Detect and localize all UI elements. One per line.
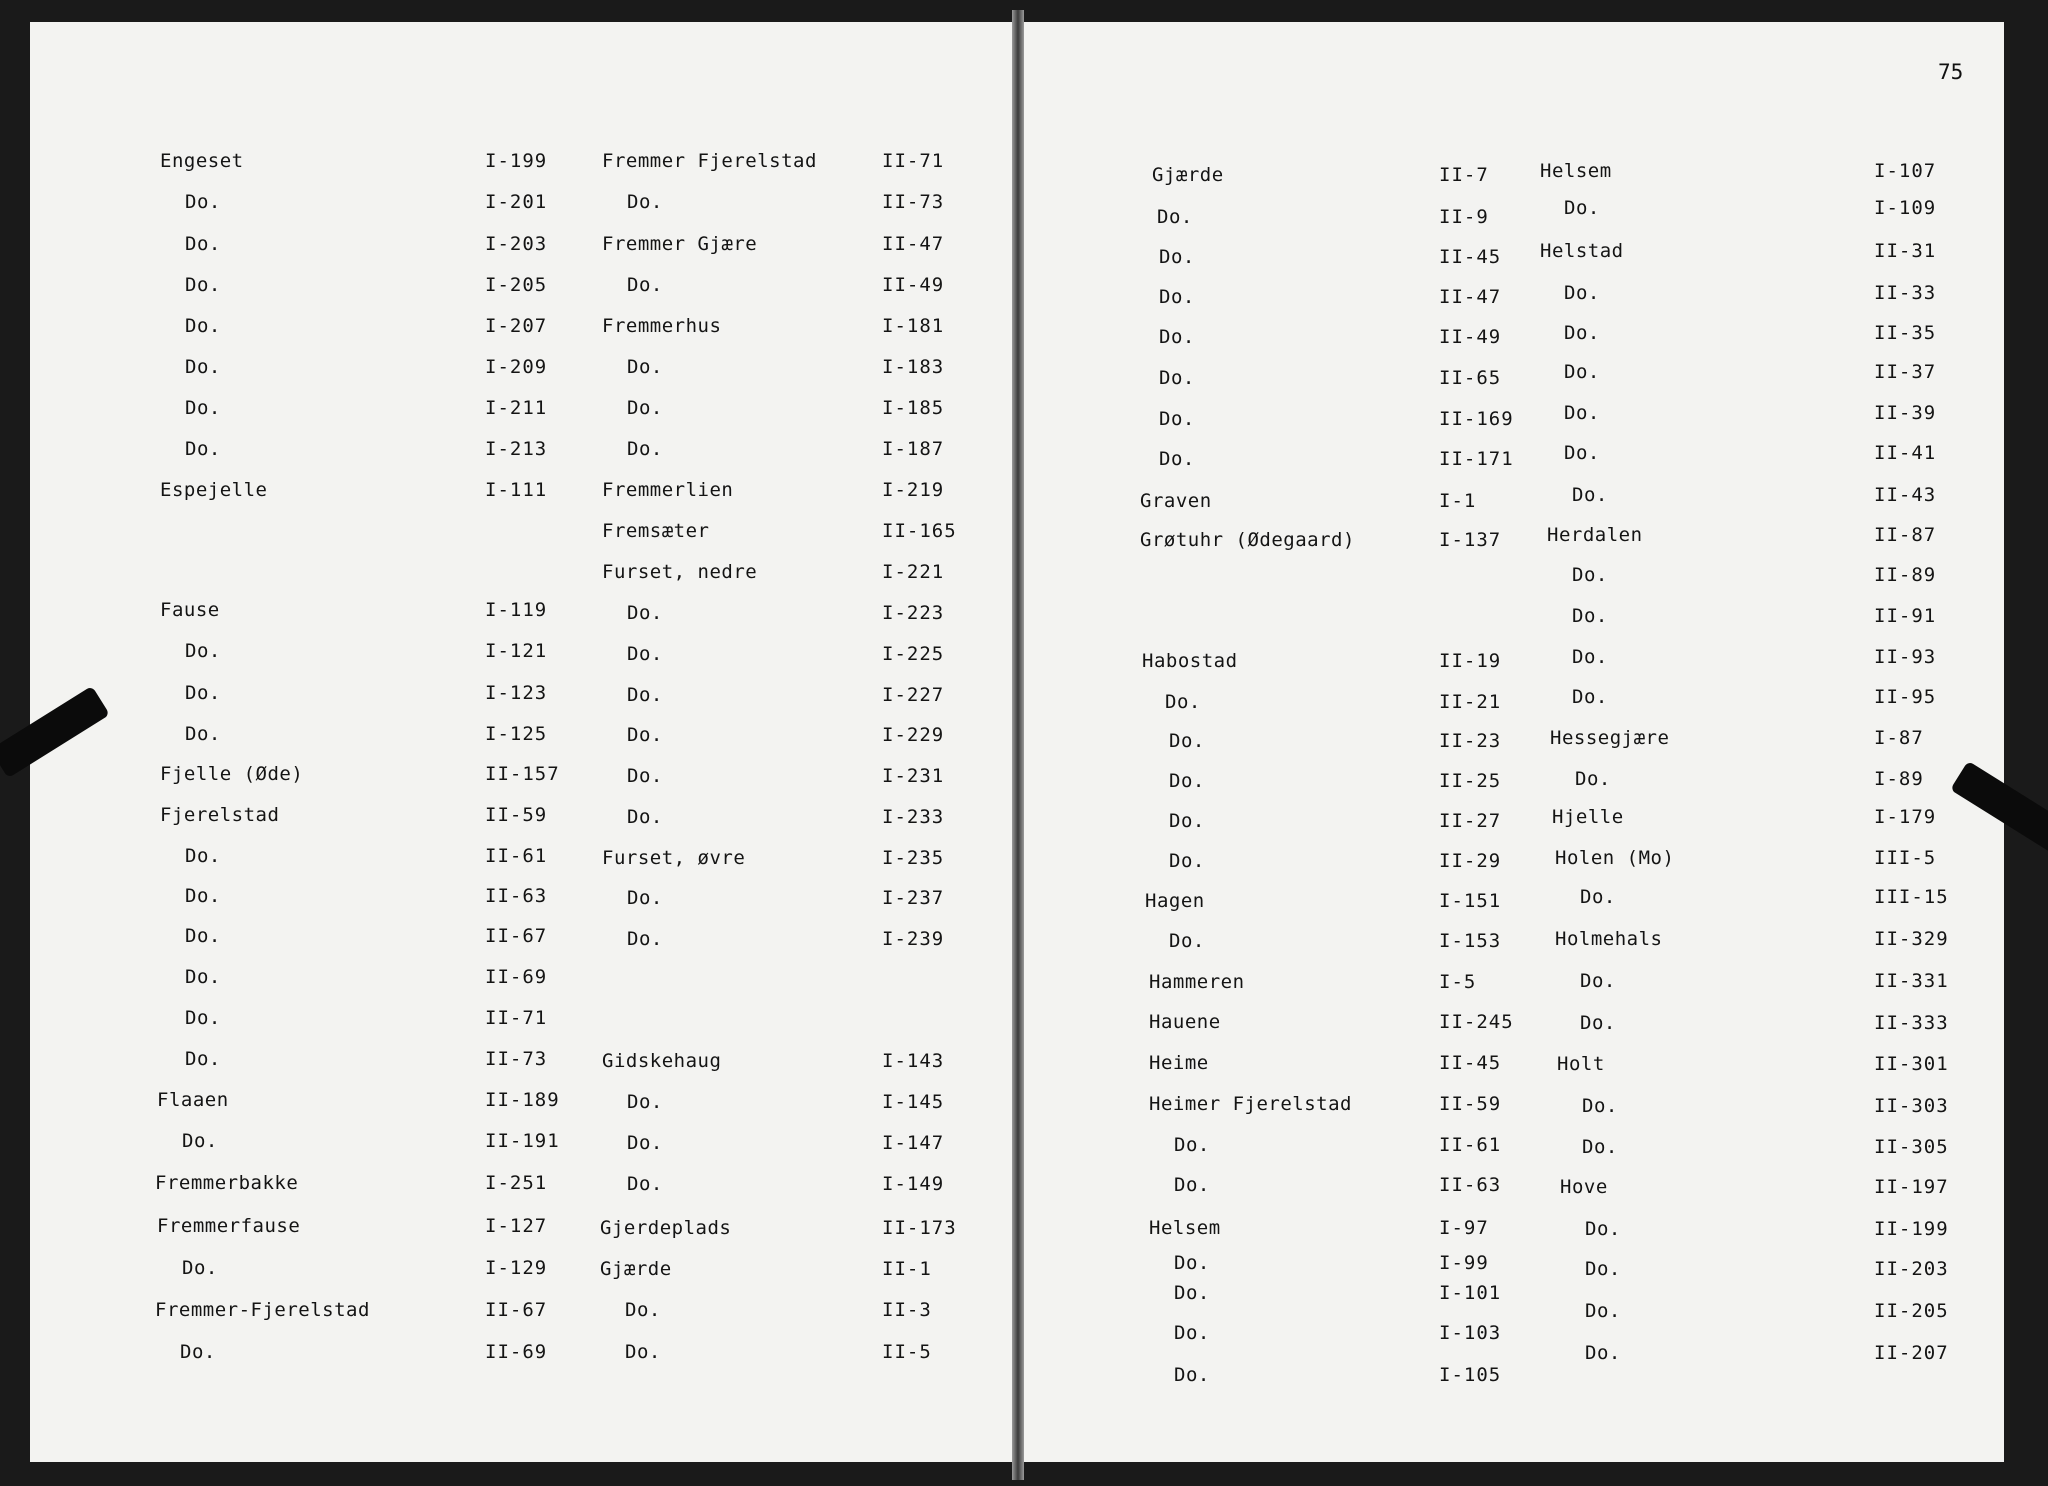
book-gutter	[1012, 10, 1024, 1480]
left-col2-ref: II-173	[882, 1217, 957, 1239]
left-col2-name: Fremsæter	[602, 520, 710, 542]
right-col2-name: Do.	[1585, 1342, 1621, 1364]
right-col2-name: Do.	[1582, 1095, 1618, 1117]
right-col1-ref: II-169	[1439, 408, 1514, 430]
right-col2-name: Hjelle	[1552, 806, 1624, 828]
left-col1-name: Do.	[185, 315, 221, 337]
right-col1-ref: II-29	[1439, 850, 1502, 872]
left-col1-name: Espejelle	[160, 479, 268, 501]
left-col1-name: Do.	[185, 966, 221, 988]
left-col2-name: Gjerdeplads	[600, 1217, 732, 1239]
left-col2-name: Fremmer Fjerelstad	[602, 150, 817, 172]
right-col1-name: Hammeren	[1149, 971, 1245, 993]
right-col1-ref: I-99	[1439, 1252, 1489, 1274]
right-col1-name: Helsem	[1149, 1217, 1221, 1239]
left-col1-ref: I-209	[485, 356, 548, 378]
right-col1-name: Do.	[1159, 408, 1195, 430]
right-col1-name: Graven	[1140, 490, 1212, 512]
left-col2-name: Do.	[625, 1341, 661, 1363]
left-col2-name: Do.	[627, 602, 663, 624]
left-col1-ref: II-61	[485, 845, 548, 867]
right-col1-ref: I-105	[1439, 1364, 1502, 1386]
right-col1-name: Do.	[1159, 448, 1195, 470]
right-col1-name: Do.	[1174, 1174, 1210, 1196]
right-col2-name: Do.	[1575, 768, 1611, 790]
left-col2-name: Fremmer Gjære	[602, 233, 758, 255]
left-page	[30, 22, 1018, 1462]
left-col1-ref: I-207	[485, 315, 548, 337]
left-col2-ref: I-237	[882, 887, 945, 909]
right-col1-ref: I-137	[1439, 529, 1502, 551]
right-col2-name: Do.	[1582, 1136, 1618, 1158]
left-col1-ref: I-201	[485, 191, 548, 213]
left-col2-ref: I-219	[882, 479, 945, 501]
right-col1-ref: II-45	[1439, 246, 1502, 268]
right-col2-ref: I-109	[1874, 197, 1937, 219]
right-col2-name: Do.	[1564, 442, 1600, 464]
left-col1-name: Do.	[185, 723, 221, 745]
right-col1-name: Do.	[1169, 850, 1205, 872]
left-col2-ref: II-1	[882, 1258, 932, 1280]
left-col2-name: Do.	[627, 643, 663, 665]
left-col1-name: Fjelle (Øde)	[160, 763, 304, 785]
left-col1-name: Do.	[182, 1257, 218, 1279]
right-col1-name: Do.	[1159, 246, 1195, 268]
left-col1-name: Do.	[185, 640, 221, 662]
left-col2-name: Do.	[627, 397, 663, 419]
left-col2-name: Do.	[627, 765, 663, 787]
right-col2-ref: II-95	[1874, 686, 1937, 708]
right-col1-ref: II-47	[1439, 286, 1502, 308]
right-col2-name: Herdalen	[1547, 524, 1643, 546]
left-col1-name: Do.	[185, 885, 221, 907]
right-col1-ref: I-97	[1439, 1217, 1489, 1239]
right-col2-ref: II-87	[1874, 524, 1937, 546]
right-col2-name: Do.	[1564, 322, 1600, 344]
right-col2-ref: II-93	[1874, 646, 1937, 668]
right-col2-ref: II-91	[1874, 605, 1937, 627]
left-col1-ref: I-129	[485, 1257, 548, 1279]
right-col1-ref: II-21	[1439, 691, 1502, 713]
right-col2-ref: II-301	[1874, 1053, 1949, 1075]
left-col1-ref: I-121	[485, 640, 548, 662]
left-col2-name: Do.	[625, 1299, 661, 1321]
right-col2-ref: II-203	[1874, 1258, 1949, 1280]
right-col2-ref: II-305	[1874, 1136, 1949, 1158]
right-col2-name: Do.	[1572, 605, 1608, 627]
left-col2-ref: I-223	[882, 602, 945, 624]
left-col2-name: Do.	[627, 191, 663, 213]
right-col1-ref: II-9	[1439, 206, 1489, 228]
right-col2-ref: I-179	[1874, 806, 1937, 828]
right-col1-name: Habostad	[1142, 650, 1238, 672]
right-col1-name: Do.	[1174, 1134, 1210, 1156]
left-col2-ref: I-187	[882, 438, 945, 460]
left-col1-name: Do.	[185, 845, 221, 867]
right-col2-ref: III-15	[1874, 886, 1949, 908]
right-col2-name: Do.	[1585, 1300, 1621, 1322]
right-col1-name: Hauene	[1149, 1011, 1221, 1033]
right-col2-ref: II-41	[1874, 442, 1937, 464]
left-col1-name: Engeset	[160, 150, 244, 172]
left-col2-ref: I-239	[882, 928, 945, 950]
right-col2-ref: II-205	[1874, 1300, 1949, 1322]
left-col1-ref: I-119	[485, 599, 548, 621]
left-col1-name: Do.	[185, 682, 221, 704]
right-col2-ref: II-31	[1874, 240, 1937, 262]
right-col1-name: Do.	[1165, 691, 1201, 713]
right-col1-name: Do.	[1174, 1364, 1210, 1386]
left-col1-ref: II-67	[485, 1299, 548, 1321]
right-col1-ref: I-151	[1439, 890, 1502, 912]
left-col1-ref: I-213	[485, 438, 548, 460]
right-col1-name: Heime	[1149, 1052, 1209, 1074]
left-col1-name: Fause	[160, 599, 220, 621]
right-col1-ref: I-1	[1439, 490, 1477, 512]
left-col1-name: Do.	[185, 1007, 221, 1029]
left-col1-ref: I-123	[485, 682, 548, 704]
left-col1-name: Fremmer-Fjerelstad	[155, 1299, 370, 1321]
right-col1-ref: II-45	[1439, 1052, 1502, 1074]
right-col2-ref: II-207	[1874, 1342, 1949, 1364]
left-col2-ref: II-165	[882, 520, 957, 542]
left-col1-name: Flaaen	[157, 1089, 229, 1111]
left-col1-ref: II-191	[485, 1130, 560, 1152]
left-col1-ref: I-251	[485, 1172, 548, 1194]
left-col1-ref: I-211	[485, 397, 548, 419]
left-col2-ref: I-231	[882, 765, 945, 787]
left-col2-name: Do.	[627, 438, 663, 460]
right-col2-ref: II-37	[1874, 361, 1937, 383]
right-col1-name: Hagen	[1145, 890, 1205, 912]
left-col2-ref: I-221	[882, 561, 945, 583]
right-col1-ref: II-23	[1439, 730, 1502, 752]
right-col1-name: Do.	[1169, 730, 1205, 752]
left-col1-ref: I-111	[485, 479, 548, 501]
right-col1-ref: II-7	[1439, 164, 1489, 186]
left-col1-ref: II-71	[485, 1007, 548, 1029]
right-col1-ref: II-171	[1439, 448, 1514, 470]
right-col1-name: Do.	[1159, 326, 1195, 348]
right-col2-name: Do.	[1564, 282, 1600, 304]
left-col1-ref: II-157	[485, 763, 560, 785]
left-col2-name: Gidskehaug	[602, 1050, 722, 1072]
left-col1-name: Do.	[185, 274, 221, 296]
right-col1-ref: I-103	[1439, 1322, 1502, 1344]
right-col2-name: Hessegjære	[1550, 727, 1670, 749]
right-col1-ref: II-61	[1439, 1134, 1502, 1156]
left-col1-name: Do.	[185, 397, 221, 419]
left-col1-name: Fremmerfause	[157, 1215, 301, 1237]
right-col1-name: Gjærde	[1152, 164, 1224, 186]
left-col1-name: Fremmerbakke	[155, 1172, 299, 1194]
left-col2-name: Do.	[627, 274, 663, 296]
left-col2-ref: I-181	[882, 315, 945, 337]
left-col2-name: Furset, nedre	[602, 561, 758, 583]
left-col1-name: Do.	[182, 1130, 218, 1152]
left-col2-ref: II-71	[882, 150, 945, 172]
left-col2-name: Do.	[627, 887, 663, 909]
right-col1-name: Do.	[1174, 1282, 1210, 1304]
left-col1-ref: I-203	[485, 233, 548, 255]
right-col2-ref: II-39	[1874, 402, 1937, 424]
left-col2-ref: I-227	[882, 684, 945, 706]
page-number: 75	[1938, 60, 1964, 84]
left-col2-name: Furset, øvre	[602, 847, 746, 869]
right-col2-ref: III-5	[1874, 847, 1937, 869]
left-col2-ref: I-185	[882, 397, 945, 419]
left-col2-ref: II-73	[882, 191, 945, 213]
right-col2-name: Helstad	[1540, 240, 1624, 262]
left-col2-ref: I-229	[882, 724, 945, 746]
left-col2-ref: I-235	[882, 847, 945, 869]
right-col1-ref: I-101	[1439, 1282, 1502, 1304]
left-col2-name: Do.	[627, 1091, 663, 1113]
right-col2-name: Do.	[1580, 886, 1616, 908]
right-col2-name: Do.	[1564, 402, 1600, 424]
left-col2-ref: II-5	[882, 1341, 932, 1363]
left-col1-name: Do.	[185, 1048, 221, 1070]
left-col2-name: Do.	[627, 806, 663, 828]
left-col2-name: Do.	[627, 684, 663, 706]
left-col1-name: Do.	[180, 1341, 216, 1363]
right-col2-ref: II-197	[1874, 1176, 1949, 1198]
left-col2-ref: I-147	[882, 1132, 945, 1154]
left-col2-name: Do.	[627, 928, 663, 950]
right-col2-name: Do.	[1580, 1012, 1616, 1034]
left-col1-ref: I-127	[485, 1215, 548, 1237]
left-col1-ref: I-125	[485, 723, 548, 745]
right-col2-name: Holmehals	[1555, 928, 1663, 950]
right-page	[1020, 22, 2004, 1462]
right-col2-ref: II-331	[1874, 970, 1949, 992]
left-col2-ref: II-3	[882, 1299, 932, 1321]
left-col1-ref: II-59	[485, 804, 548, 826]
left-col1-ref: II-67	[485, 925, 548, 947]
right-col2-name: Holen (Mo)	[1555, 847, 1675, 869]
left-col2-ref: I-233	[882, 806, 945, 828]
right-col1-name: Grøtuhr (Ødegaard)	[1140, 529, 1355, 551]
right-col2-name: Do.	[1585, 1258, 1621, 1280]
right-col2-name: Holt	[1557, 1053, 1605, 1075]
right-col2-ref: II-199	[1874, 1218, 1949, 1240]
left-col1-ref: II-63	[485, 885, 548, 907]
right-col1-name: Do.	[1174, 1252, 1210, 1274]
right-col1-ref: II-19	[1439, 650, 1502, 672]
right-col2-name: Do.	[1585, 1218, 1621, 1240]
left-col2-ref: II-47	[882, 233, 945, 255]
right-col1-name: Do.	[1174, 1322, 1210, 1344]
right-col2-ref: II-33	[1874, 282, 1937, 304]
left-col1-ref: II-73	[485, 1048, 548, 1070]
right-col2-ref: I-89	[1874, 768, 1924, 790]
right-col1-ref: I-153	[1439, 930, 1502, 952]
right-col2-ref: II-43	[1874, 484, 1937, 506]
right-col1-ref: II-59	[1439, 1093, 1502, 1115]
right-col2-name: Do.	[1572, 484, 1608, 506]
left-col1-ref: I-199	[485, 150, 548, 172]
right-col2-name: Hove	[1560, 1176, 1608, 1198]
right-col2-name: Do.	[1580, 970, 1616, 992]
right-col2-ref: II-89	[1874, 564, 1937, 586]
left-col2-ref: I-143	[882, 1050, 945, 1072]
left-col2-name: Do.	[627, 1132, 663, 1154]
left-col2-name: Do.	[627, 356, 663, 378]
right-col1-ref: II-245	[1439, 1011, 1514, 1033]
right-col2-name: Helsem	[1540, 160, 1612, 182]
right-col2-name: Do.	[1572, 564, 1608, 586]
left-col2-name: Fremmerlien	[602, 479, 734, 501]
left-col1-name: Do.	[185, 233, 221, 255]
right-col1-ref: II-49	[1439, 326, 1502, 348]
right-col1-name: Do.	[1159, 286, 1195, 308]
right-col2-ref: I-107	[1874, 160, 1937, 182]
left-col2-ref: II-49	[882, 274, 945, 296]
right-col2-name: Do.	[1564, 197, 1600, 219]
right-col1-name: Do.	[1157, 206, 1193, 228]
right-col2-name: Do.	[1564, 361, 1600, 383]
left-col2-name: Do.	[627, 1173, 663, 1195]
left-col1-name: Do.	[185, 191, 221, 213]
right-col2-ref: II-333	[1874, 1012, 1949, 1034]
left-col1-name: Do.	[185, 925, 221, 947]
right-col2-ref: II-303	[1874, 1095, 1949, 1117]
right-col1-ref: II-65	[1439, 367, 1502, 389]
left-col2-name: Fremmerhus	[602, 315, 722, 337]
left-col1-name: Do.	[185, 356, 221, 378]
left-col2-ref: I-225	[882, 643, 945, 665]
right-col2-ref: II-329	[1874, 928, 1949, 950]
right-col1-name: Do.	[1159, 367, 1195, 389]
left-col2-name: Do.	[627, 724, 663, 746]
left-col1-ref: II-69	[485, 1341, 548, 1363]
right-col1-ref: I-5	[1439, 971, 1477, 993]
right-col1-name: Do.	[1169, 810, 1205, 832]
left-col1-name: Do.	[185, 438, 221, 460]
right-col1-ref: II-27	[1439, 810, 1502, 832]
right-col1-name: Do.	[1169, 930, 1205, 952]
left-col1-ref: I-205	[485, 274, 548, 296]
right-col1-name: Heimer Fjerelstad	[1149, 1093, 1352, 1115]
right-col2-name: Do.	[1572, 646, 1608, 668]
left-col1-name: Fjerelstad	[160, 804, 280, 826]
left-col1-ref: II-189	[485, 1089, 560, 1111]
left-col2-ref: I-145	[882, 1091, 945, 1113]
left-col2-name: Gjærde	[600, 1258, 672, 1280]
right-col2-ref: II-35	[1874, 322, 1937, 344]
right-col2-ref: I-87	[1874, 727, 1924, 749]
left-col2-ref: I-183	[882, 356, 945, 378]
right-col1-ref: II-63	[1439, 1174, 1502, 1196]
right-col2-name: Do.	[1572, 686, 1608, 708]
left-col2-ref: I-149	[882, 1173, 945, 1195]
right-col1-name: Do.	[1169, 770, 1205, 792]
left-col1-ref: II-69	[485, 966, 548, 988]
right-col1-ref: II-25	[1439, 770, 1502, 792]
